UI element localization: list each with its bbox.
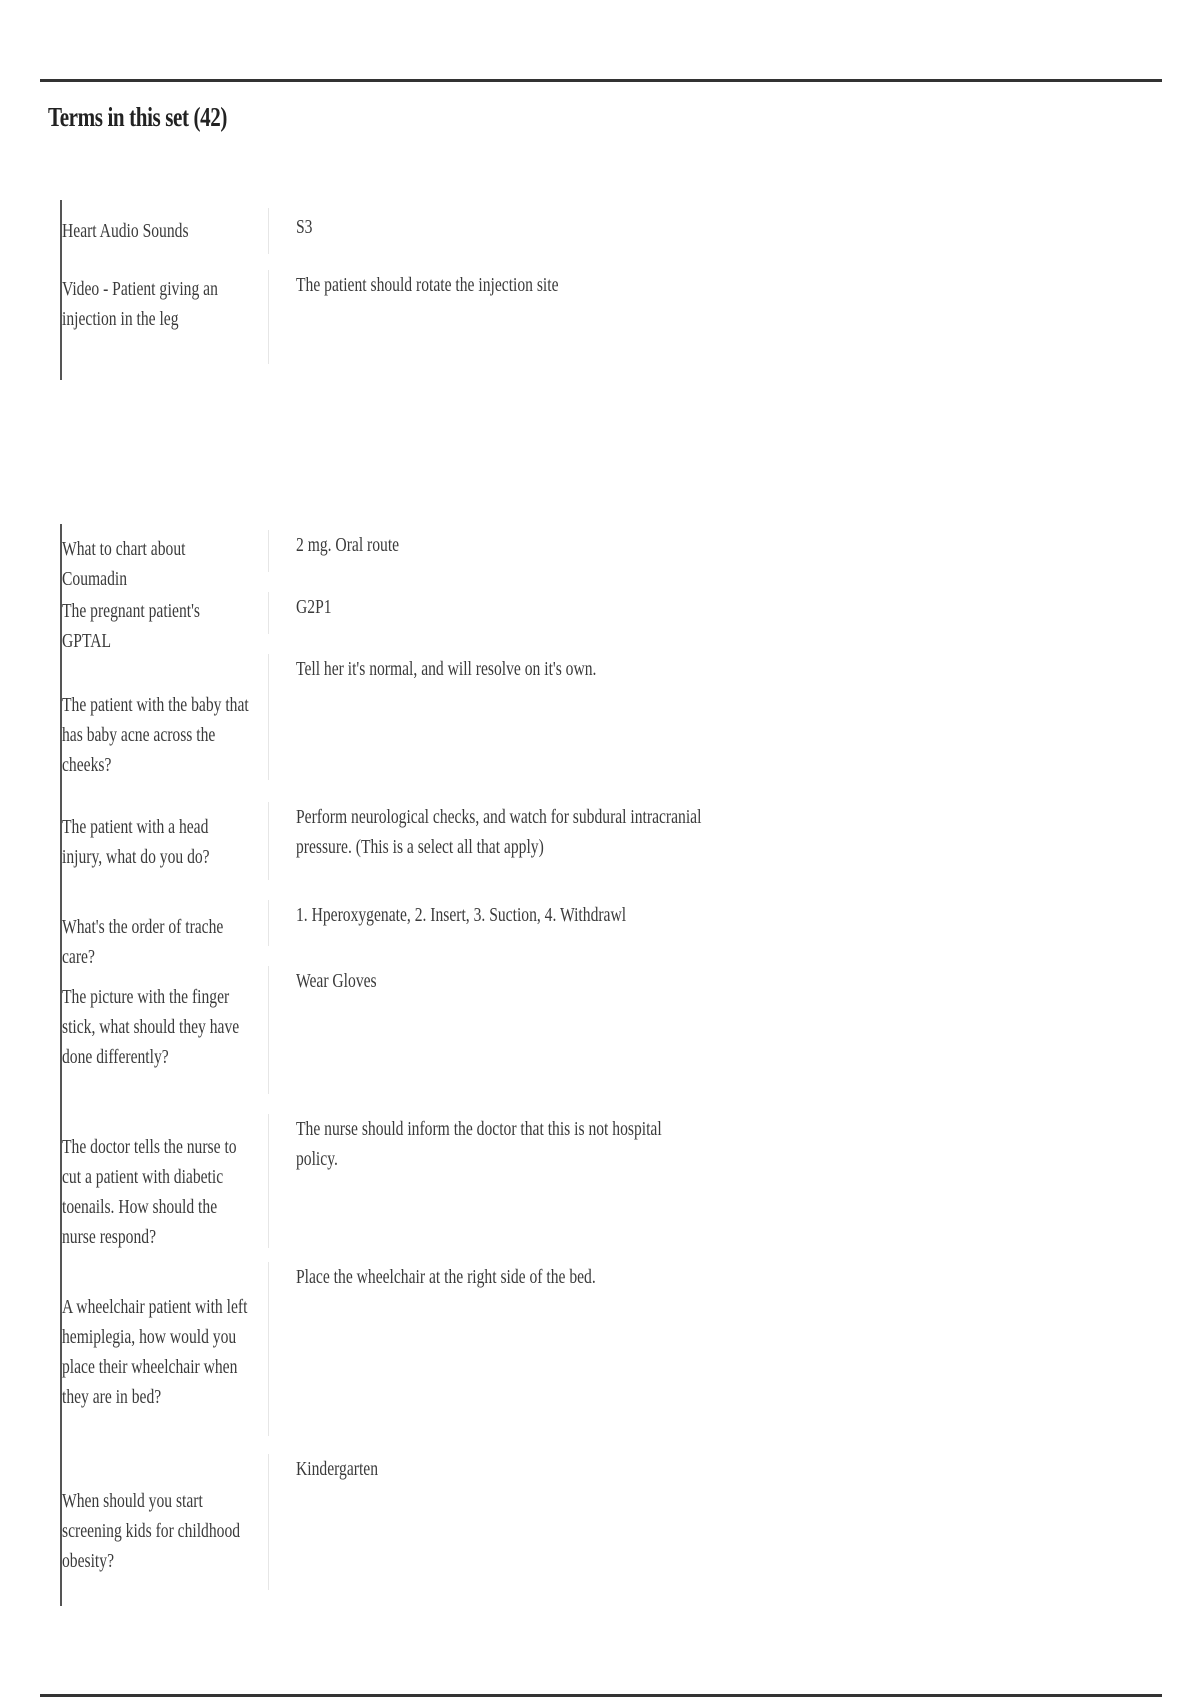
definition-text: 2 mg. Oral route [296,534,400,556]
term-text: What's the order of trache care? [62,916,224,968]
term-text: A wheelchair patient with left hemiplegia, how would you place their wheelchair when they are in bed? [62,1296,248,1408]
definition-text: Wear Gloves [296,970,377,992]
definition-text: S3 [296,216,313,238]
term-card[interactable] [60,1108,1140,1248]
term-group-1 [60,200,1140,380]
row-divider [268,208,269,254]
definition-text: 1. Hperoxygenate, 2. Insert, 3. Suction, 4. Withdrawl [296,904,627,926]
row-divider [268,654,269,780]
definition-text: Place the wheelchair at the right side of the bed. [296,1266,596,1288]
term-text: What to chart about Coumadin [62,538,186,590]
bottom-divider [40,1694,1162,1697]
definition-text: G2P1 [296,596,332,618]
term-card[interactable] [60,894,1140,968]
definition-text: The patient should rotate the injection site [296,274,559,296]
row-divider [268,802,269,880]
term-text: When should you start screening kids for childhood obesity? [62,1490,241,1572]
term-card[interactable] [60,1448,1140,1590]
term-text: The pregnant patient's GPTAL [62,600,200,652]
row-divider [268,966,269,1094]
term-card[interactable] [60,586,1140,652]
term-card[interactable] [60,796,1140,880]
row-divider [268,592,269,634]
term-text: Video - Patient giving an injection in the leg [62,278,218,330]
definition-text: The nurse should inform the doctor that this is not hospital policy. [296,1118,662,1170]
row-divider [268,1262,269,1436]
definition-text: Kindergarten [296,1458,379,1480]
row-divider [268,530,269,572]
term-text: The patient with a head injury, what do you do? [62,816,210,868]
term-card[interactable] [60,524,1140,590]
term-card[interactable] [60,960,1140,1096]
term-card[interactable] [60,200,1140,258]
term-text: Heart Audio Sounds [62,220,189,242]
row-divider [268,1454,269,1590]
term-text: The patient with the baby that has baby acne across the cheeks? [62,694,249,776]
term-group-2 [60,524,1140,1606]
row-divider [268,1114,269,1248]
terms-heading: Terms in this set (42) [48,102,228,132]
term-card[interactable] [60,264,1140,364]
row-divider [268,270,269,364]
term-text: The picture with the finger stick, what should they have done differently? [62,986,240,1068]
term-text: The doctor tells the nurse to cut a patient with diabetic toenails. How should the nurse respond? [62,1136,237,1248]
definition-text: Tell her it's normal, and will resolve on it's own. [296,658,597,680]
top-divider [40,79,1162,82]
row-divider [268,900,269,946]
term-card[interactable] [60,648,1140,782]
definition-text: Perform neurological checks, and watch for subdural intracranial pressure. (This is a select all that apply) [296,806,702,858]
term-card[interactable] [60,1256,1140,1436]
